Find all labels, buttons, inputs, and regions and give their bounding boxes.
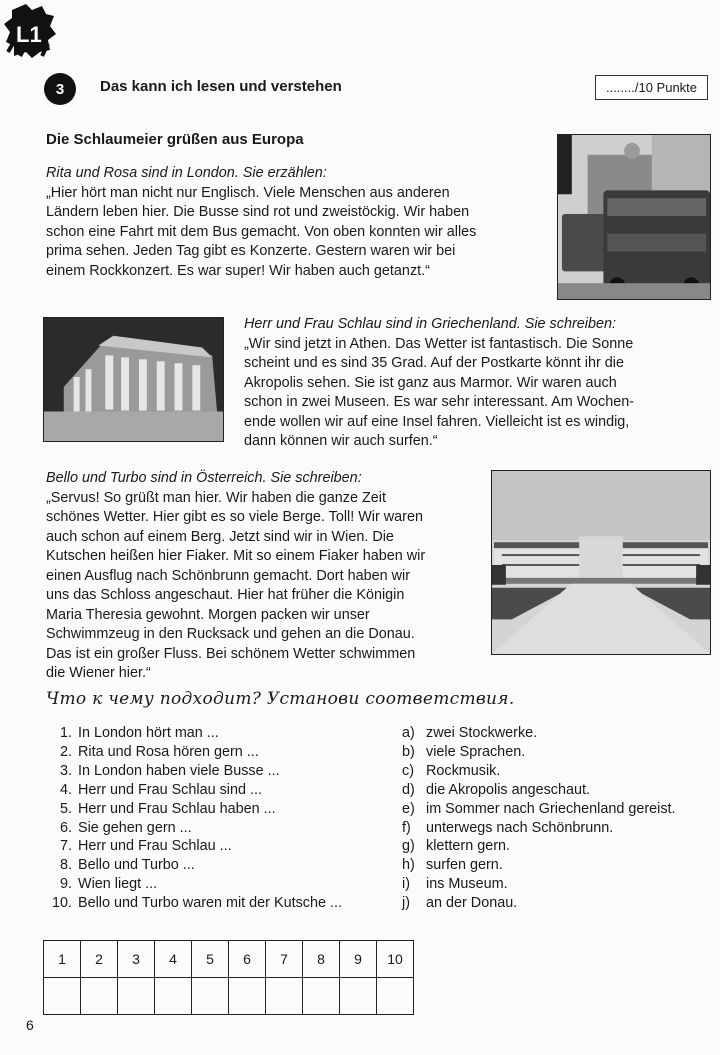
paragraph-austria	[46, 469, 425, 684]
answer-input-cell[interactable]	[377, 978, 414, 1015]
paragraph-intro: Herr und Frau Schlau sind in Griechenland. Sie schreiben:	[244, 316, 616, 332]
answer-text: zwei Stockwerke.	[426, 725, 538, 741]
answer-text: klettern gern.	[426, 838, 510, 855]
answer-item	[402, 800, 676, 819]
statement-item	[46, 743, 342, 762]
paragraph-london	[46, 164, 476, 281]
statement-text: In London haben viele Busse ...	[78, 762, 280, 779]
answer-input-cell[interactable]	[81, 978, 118, 1015]
answer-item	[402, 856, 676, 875]
answer-letter: d)	[402, 781, 415, 798]
answer-input-cell[interactable]	[155, 978, 192, 1015]
paragraph-line: dann können wir auch surfen.“	[244, 433, 438, 449]
paragraph-line: einem Rockkonzert. Es war super! Wir haben auch getanzt.“	[46, 262, 430, 279]
statement-number: 1.	[59, 725, 72, 741]
paragraph-line: Das ist ein großer Fluss. Bei schönem Wetter schwimmen	[46, 645, 416, 662]
lesson-badge-icon	[2, 2, 58, 60]
answer-input-cell[interactable]	[44, 978, 81, 1015]
paragraph-line: schon eine Fahrt mit dem Bus gemacht. Von oben konnten wir alles	[46, 223, 477, 240]
answer-input-cell[interactable]	[266, 978, 303, 1015]
paragraph-line: schönes Wetter. Hier gibt es so viele Berge. Toll! Wir waren	[46, 509, 423, 525]
answer-item	[402, 743, 676, 762]
paragraph-intro: Bello und Turbo sind in Österreich. Sie schreiben:	[46, 470, 362, 486]
statement-text: Sie gehen gern ...	[78, 819, 192, 836]
answer-item	[402, 762, 676, 781]
grid-header-cell: 4	[155, 941, 192, 978]
answer-item	[402, 837, 676, 856]
statement-text: Herr und Frau Schlau ...	[78, 838, 232, 855]
answer-grid-header-row	[44, 941, 414, 978]
lesson-label: L1	[16, 22, 42, 47]
paragraph-line: Kutschen heißen hier Fiaker. Mit so einem Fiaker haben wir	[46, 548, 426, 564]
photo-acropolis	[43, 317, 224, 442]
answer-grid	[43, 940, 414, 1015]
page-number: 6	[26, 1017, 34, 1033]
paragraph-line: einen Ausflug nach Schönbrunn gemacht. Dort haben wir	[46, 567, 410, 584]
grid-header-cell: 6	[229, 941, 266, 978]
answers-list	[402, 724, 676, 913]
statement-number: 10.	[51, 895, 72, 912]
paragraph-line: „Wir sind jetzt in Athen. Das Wetter ist fantastisch. Die Sonne	[244, 335, 634, 352]
statement-text: Bello und Turbo ...	[78, 857, 195, 874]
answer-item	[402, 781, 676, 800]
statement-number: 8.	[59, 857, 72, 874]
paragraph-line: scheint und es sind 35 Grad. Auf der Postkarte könnt ihr die	[244, 355, 624, 371]
statement-number: 3.	[59, 762, 72, 779]
statement-item	[46, 894, 342, 913]
paragraph-line: „Hier hört man nicht nur Englisch. Viele Menschen aus anderen	[46, 184, 450, 201]
statement-item	[46, 837, 342, 856]
answer-grid-input-row	[44, 978, 414, 1015]
paragraph-intro: Rita und Rosa sind in London. Sie erzählen:	[46, 165, 327, 181]
answer-item	[402, 894, 676, 913]
answer-input-cell[interactable]	[303, 978, 340, 1015]
paragraph-line: schon in zwei Museen. Es war sehr interessant. Am Wochen-	[244, 394, 635, 410]
paragraph-line: die Wiener hier.“	[46, 665, 151, 681]
statement-item	[46, 800, 342, 819]
answer-letter: c)	[402, 762, 414, 779]
paragraph-line: Maria Theresia gewohnt. Morgen packen wir unser	[46, 606, 370, 623]
grid-header-cell: 7	[266, 941, 303, 978]
statement-text: Herr und Frau Schlau sind ...	[78, 781, 262, 798]
answer-item	[402, 875, 676, 894]
paragraph-line: uns das Schloss angeschaut. Hier hat früher die Königin	[46, 587, 405, 603]
paragraph-line: Schwimmzeug in den Rucksack und gehen an die Donau.	[46, 626, 415, 642]
answer-letter: j)	[402, 895, 410, 912]
points-field[interactable]: ......../10 Punkte	[595, 75, 708, 100]
answer-letter: e)	[402, 800, 415, 817]
article-title: Die Schlaumeier grüßen aus Europa	[46, 131, 304, 148]
statement-number: 7.	[59, 838, 72, 855]
answer-letter: a)	[402, 725, 415, 741]
statement-number: 2.	[59, 743, 72, 760]
statement-item	[46, 875, 342, 894]
paragraph-line: Akropolis sehen. Sie ist ganz aus Marmor. Wir waren auch	[244, 374, 617, 391]
statements-list	[46, 724, 342, 913]
grid-header-cell: 5	[192, 941, 229, 978]
answer-item	[402, 724, 676, 743]
statement-text: Rita und Rosa hören gern ...	[78, 743, 259, 760]
statement-number: 4.	[59, 781, 72, 798]
grid-header-cell: 9	[340, 941, 377, 978]
statement-text: Bello und Turbo waren mit der Kutsche ...	[78, 895, 342, 912]
grid-header-cell: 8	[303, 941, 340, 978]
answer-input-cell[interactable]	[118, 978, 155, 1015]
paragraph-greece	[244, 315, 634, 452]
statement-number: 5.	[59, 800, 72, 817]
paragraph-line: Ländern leben hier. Die Busse sind rot und zweistöckig. Wir haben	[46, 204, 470, 220]
answer-letter: g)	[402, 838, 415, 855]
statement-item	[46, 819, 342, 838]
answer-text: Rockmusik.	[426, 762, 501, 779]
answer-input-cell[interactable]	[340, 978, 377, 1015]
photo-london-buses	[557, 134, 711, 300]
paragraph-line: ende wollen wir auf eine Insel fahren. Vielleicht ist es windig,	[244, 413, 630, 430]
grid-header-cell: 10	[377, 941, 414, 978]
answer-input-cell[interactable]	[192, 978, 229, 1015]
statement-text: In London hört man ...	[78, 725, 219, 741]
answer-letter: b)	[402, 743, 415, 760]
answer-text: im Sommer nach Griechenland gereist.	[426, 800, 676, 817]
photo-schoenbrunn	[491, 470, 711, 655]
statement-text: Herr und Frau Schlau haben ...	[78, 800, 276, 817]
answer-letter: h)	[402, 857, 415, 874]
grid-header-cell: 3	[118, 941, 155, 978]
statement-number: 9.	[59, 876, 72, 893]
statement-text: Wien liegt ...	[78, 876, 158, 893]
grid-header-cell: 1	[44, 941, 81, 978]
answer-text: unterwegs nach Schönbrunn.	[426, 819, 614, 836]
answer-text: an der Donau.	[426, 895, 518, 912]
statement-item	[46, 856, 342, 875]
answer-text: surfen gern.	[426, 857, 503, 874]
paragraph-line: prima sehen. Jeden Tag gibt es Konzerte. Gestern waren wir bei	[46, 243, 456, 259]
answer-text: viele Sprachen.	[426, 743, 526, 760]
statement-item	[46, 762, 342, 781]
answer-text: die Akropolis angeschaut.	[426, 781, 591, 798]
grid-header-cell: 2	[81, 941, 118, 978]
statement-item	[46, 781, 342, 800]
answer-letter: i)	[402, 876, 410, 893]
statement-item	[46, 724, 342, 743]
exercise-instruction: Что к чему подходит? Установи соответствия.	[46, 689, 515, 709]
statement-number: 6.	[59, 819, 72, 836]
section-title: Das kann ich lesen und verstehen	[100, 78, 342, 95]
task-number-badge: 3	[44, 73, 76, 105]
paragraph-line: auch schon auf einem Berg. Jetzt sind wir in Wien. Die	[46, 528, 394, 545]
paragraph-line: „Servus! So grüßt man hier. Wir haben die ganze Zeit	[46, 489, 386, 506]
answer-letter: f)	[402, 819, 411, 836]
answer-input-cell[interactable]	[229, 978, 266, 1015]
answer-item	[402, 819, 676, 838]
answer-text: ins Museum.	[426, 876, 508, 893]
